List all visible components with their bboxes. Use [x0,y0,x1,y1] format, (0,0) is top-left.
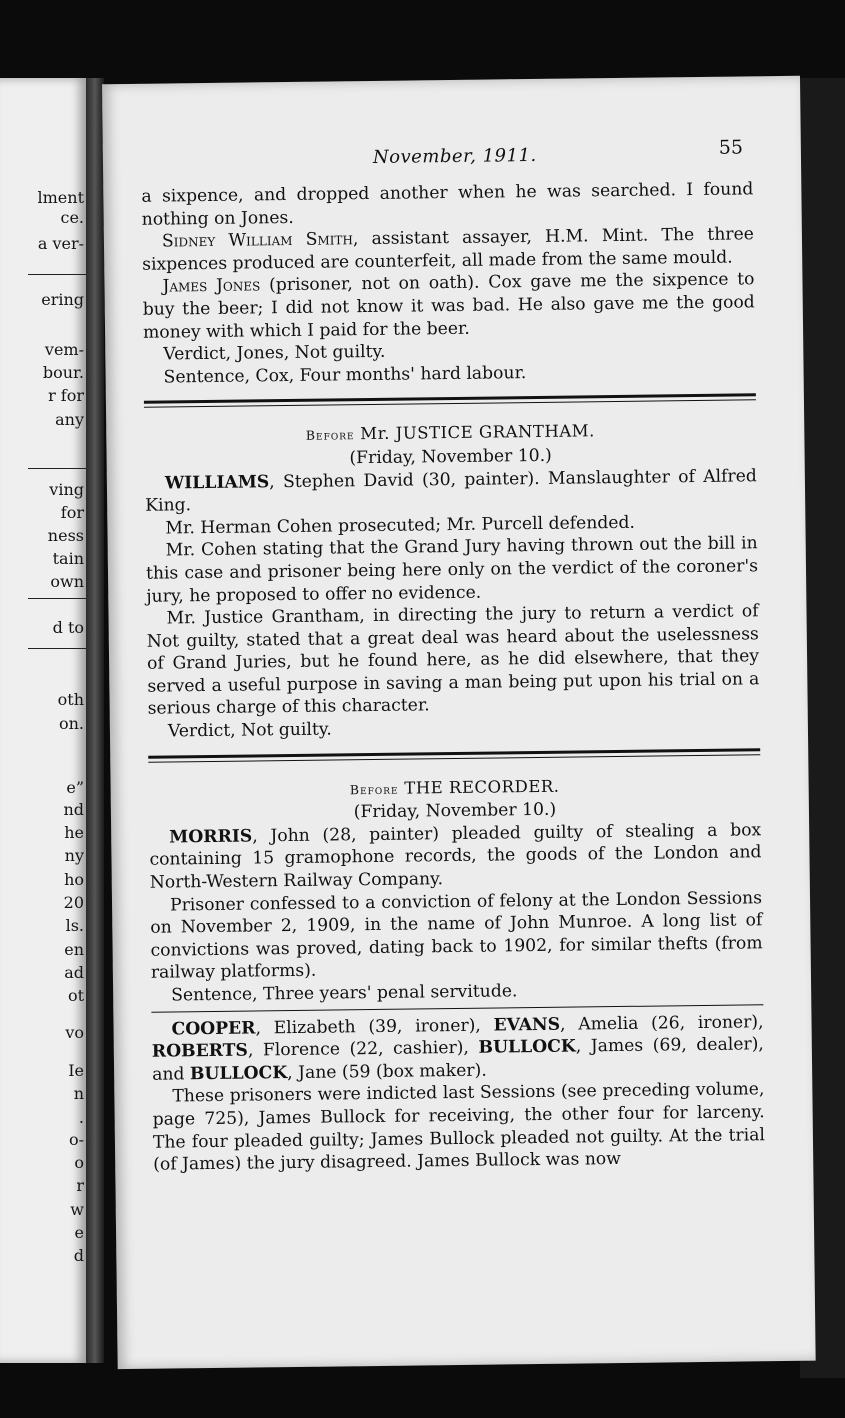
facing-page-text: vem- [44,340,84,359]
facing-page-text: bour. [42,363,84,382]
page-number: 55 [718,136,744,159]
testimony: (prisoner, not on oath). Cox gave me the sixpence to buy the beer; I did not know it was bad. He also gave me the good money with which I paid for the beer. [142,269,755,343]
paragraph [142,269,755,344]
book-page [102,76,816,1369]
facing-page-rule [28,274,88,275]
book-gutter [86,78,104,1363]
facing-page-rule [28,648,88,649]
facing-page-text: a ver- [37,234,84,253]
witness-name: James Jones [162,275,261,297]
session-date: (Friday, November 10.) [353,800,557,823]
defendant-details: , Amelia (26, ironer), [559,1011,764,1035]
facing-page-text: ot [67,986,84,1005]
charge: , Stephen David (30, painter). Manslaughter of Alfred King. [145,465,757,516]
facing-page-text: r [76,1176,84,1195]
defendant-name: MORRIS [169,826,253,848]
verdict: Verdict, Jones, Not guilty. [163,341,386,365]
facing-page-text: any [55,410,84,429]
facing-page-text: d to [52,618,84,637]
facing-page-text: ho [64,870,84,889]
facing-page-text: 20 [63,893,84,912]
heading-text: THE RECORDER. [398,776,560,798]
facing-page-text: tain [52,549,84,568]
defendant-name: ROBERTS [151,1040,249,1062]
defendant-name: BULLOCK [189,1062,288,1085]
testimony: , assistant assayer, H.M. Mint. The three sixpences produced are counterfeit, all made from the same mould. [142,224,755,275]
facing-page-text: own [50,572,84,591]
facing-page-text: he [64,823,84,842]
paragraph: a sixpence, and dropped another when he was searched. I found nothing on Jones. [141,179,754,230]
paragraph: Mr. Cohen stating that the Grand Jury having thrown out the bill in this case and prisoner being here only on the verdict of the coroner's jury, he proposed to offer no evidence. [145,533,759,607]
facing-page-text: d [73,1246,84,1265]
facing-page-text: e [74,1223,84,1242]
paragraph: Mr. Herman Cohen prosecuted; Mr. Purcell defended. [165,512,636,539]
facing-page-rule [28,468,88,469]
double-rule [148,748,760,762]
paragraph [142,223,755,276]
heading-text: Mr. JUSTICE GRANTHAM. [354,421,595,444]
defendant-name: EVANS [493,1014,561,1036]
facing-page-text: . [78,1108,84,1127]
heading-prefix: Before [349,781,399,797]
facing-page-text: o [74,1153,84,1172]
facing-page-text: w [70,1200,84,1219]
double-rule [144,394,756,408]
defendant-details: , Florence (22, cashier), [247,1037,479,1061]
paragraph [149,819,762,894]
paragraph: Mr. Justice Grantham, in directing the jury to return a verdict of Not guilty, stated that a great deal was heard about the uselessness of Grand Juries, but he found here, as he did elsewhere, that they served a useful purpose in saving a man being put upon his trial on a serious charge of this character. [146,601,760,720]
facing-page-text: ce. [60,208,84,227]
facing-page-text: ad [64,963,84,982]
facing-page-fragment [0,78,88,1363]
facing-page-text: lment [37,188,84,207]
facing-page-text: r for [48,386,84,405]
charge: , John (28, painter) pleaded guilty of stealing a box containing 15 gramophone records, the goods of the London and North-Western Railway Company. [149,820,762,893]
facing-page-text: ving [49,480,84,499]
paragraph [145,465,758,518]
facing-page-text: n [73,1084,84,1103]
defendant-details: , James (69, dealer), and [152,1034,764,1085]
defendant-name: WILLIAMS [164,471,270,494]
facing-page-text: Ie [68,1061,84,1080]
facing-page-text: en [64,940,84,959]
facing-page-text: vo [65,1023,84,1042]
defendant-details: , Jane (59 (box maker). [287,1060,487,1083]
heading-prefix: Before [305,427,355,444]
page-header [103,136,801,177]
facing-page-text: ny [64,846,84,865]
facing-page-rule [28,598,88,599]
sentence: Sentence, Cox, Four months' hard labour. [163,362,527,388]
defendant-name: COOPER [171,1018,256,1040]
defendant-name: BULLOCK [478,1036,576,1058]
facing-page-text: e” [66,778,84,797]
facing-page-text: on. [58,714,84,733]
facing-page-text: ls. [65,916,84,935]
facing-page-text: nd [63,800,84,819]
defendant-details: , Elizabeth (39, ironer), [255,1015,494,1039]
page-body [141,178,765,1176]
paragraph [151,1011,764,1086]
paragraph: These prisoners were indicted last Sessions (see preceding volume, page 725), James Bullock for receiving, the other four for larceny. The four pleaded guilty; James Bullock pleaded not guilty. At the trial (of James) the jury disagreed. James Bullock was now [152,1079,766,1175]
facing-page-text: for [60,503,84,522]
facing-page-text: ering [41,290,84,309]
paragraph: Prisoner confessed to a conviction of felony at the London Sessions on November 2, 1909, in the name of John Munroe. A long list of convictions was proved, dating back to 1902, for similar thefts (from railway platforms). [150,887,763,984]
facing-page-text: o- [68,1130,84,1149]
session-date: (Friday, November 10.) [349,445,552,469]
facing-page-text: ness [47,526,84,545]
sentence: Sentence, Three years' penal servitude. [171,981,518,1006]
running-head: November, 1911. [372,144,537,168]
facing-page-text: oth [57,690,84,709]
witness-name: Sidney William Smith [161,229,354,252]
verdict: Verdict, Not guilty. [167,719,332,742]
